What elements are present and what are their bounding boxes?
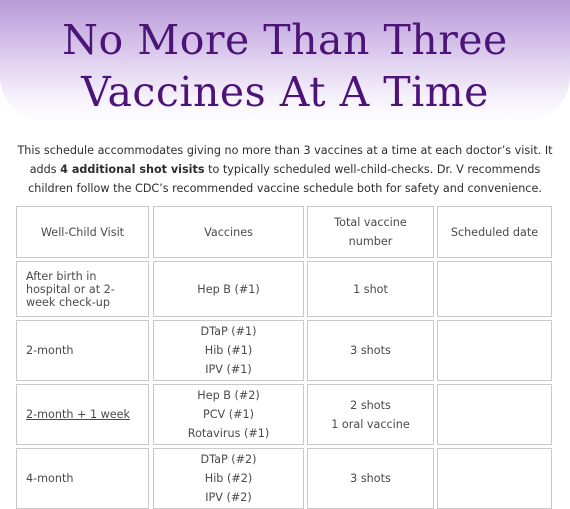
header-label: Total vaccine number: [334, 216, 407, 248]
title-line-1: No More Than Three: [62, 16, 508, 64]
scheduled-date-cell[interactable]: [437, 261, 552, 317]
scheduled-date-cell[interactable]: [437, 384, 552, 445]
visit-label: 4-month: [26, 472, 74, 485]
vaccine-item: PCV (#1): [202, 408, 254, 421]
table-row-vaccines: [153, 448, 304, 509]
table-row-visit: [16, 448, 149, 509]
page-title: [0, 14, 570, 118]
visit-label: 2-month: [26, 344, 74, 357]
header-label: Scheduled date: [450, 225, 539, 239]
vaccine-item: IPV (#1): [205, 363, 252, 376]
intro-paragraph: [14, 141, 556, 198]
header-scheduled-date: [437, 206, 552, 258]
header-label: Vaccines: [204, 225, 253, 239]
header-label: Well-Child Visit: [40, 225, 125, 239]
vaccine-item: Hib (#2): [204, 472, 253, 485]
visit-label: After birth in hospital or at 2-week check-up: [26, 269, 115, 309]
header-total-vaccine-number: [307, 206, 434, 258]
scheduled-date-cell[interactable]: [437, 448, 552, 509]
vaccine-item: DTaP (#1): [200, 325, 257, 338]
table-row-total: [307, 320, 434, 381]
scheduled-date-cell[interactable]: [437, 320, 552, 381]
total-item: 2 shots: [350, 398, 391, 412]
total-item: 3 shots: [350, 344, 391, 357]
table-row-vaccines: [153, 320, 304, 381]
vaccine-item: Hib (#1): [204, 344, 253, 357]
vaccine-item: IPV (#2): [205, 491, 252, 504]
table-row-vaccines: [153, 261, 304, 317]
vaccine-item: Hep B (#1): [197, 282, 260, 296]
intro-bold-text: 4 additional shot visits: [60, 163, 205, 176]
table-row-visit: [16, 320, 149, 381]
total-item: 3 shots: [350, 472, 391, 485]
table-row-total: [307, 261, 434, 317]
title-line-2: Vaccines At A Time: [81, 68, 489, 116]
intro-text-2: to typically scheduled well-child-checks. Dr. V recommends children follow the CDC’s recommended vaccine schedule both for safety and convenience.: [28, 163, 542, 195]
table-row-total: [307, 384, 434, 445]
header-vaccines: [153, 206, 304, 258]
table-row-visit: [16, 261, 149, 317]
vaccine-item: DTaP (#2): [200, 453, 257, 466]
vaccine-item: Rotavirus (#1): [187, 427, 270, 440]
table-row-total: [307, 448, 434, 509]
header-well-child-visit: [16, 206, 149, 258]
vaccine-item: Hep B (#2): [197, 389, 260, 402]
table-row-visit: [16, 384, 149, 445]
table-row-vaccines: [153, 384, 304, 445]
intro-text-1: This schedule accommodates giving no more than 3 vaccines at a time at each doctor’s visit. It adds: [17, 144, 553, 176]
total-item: 1 shot: [353, 282, 388, 296]
total-item: 1 oral vaccine: [331, 417, 410, 431]
visit-label: 2-month + 1 week: [26, 408, 131, 421]
